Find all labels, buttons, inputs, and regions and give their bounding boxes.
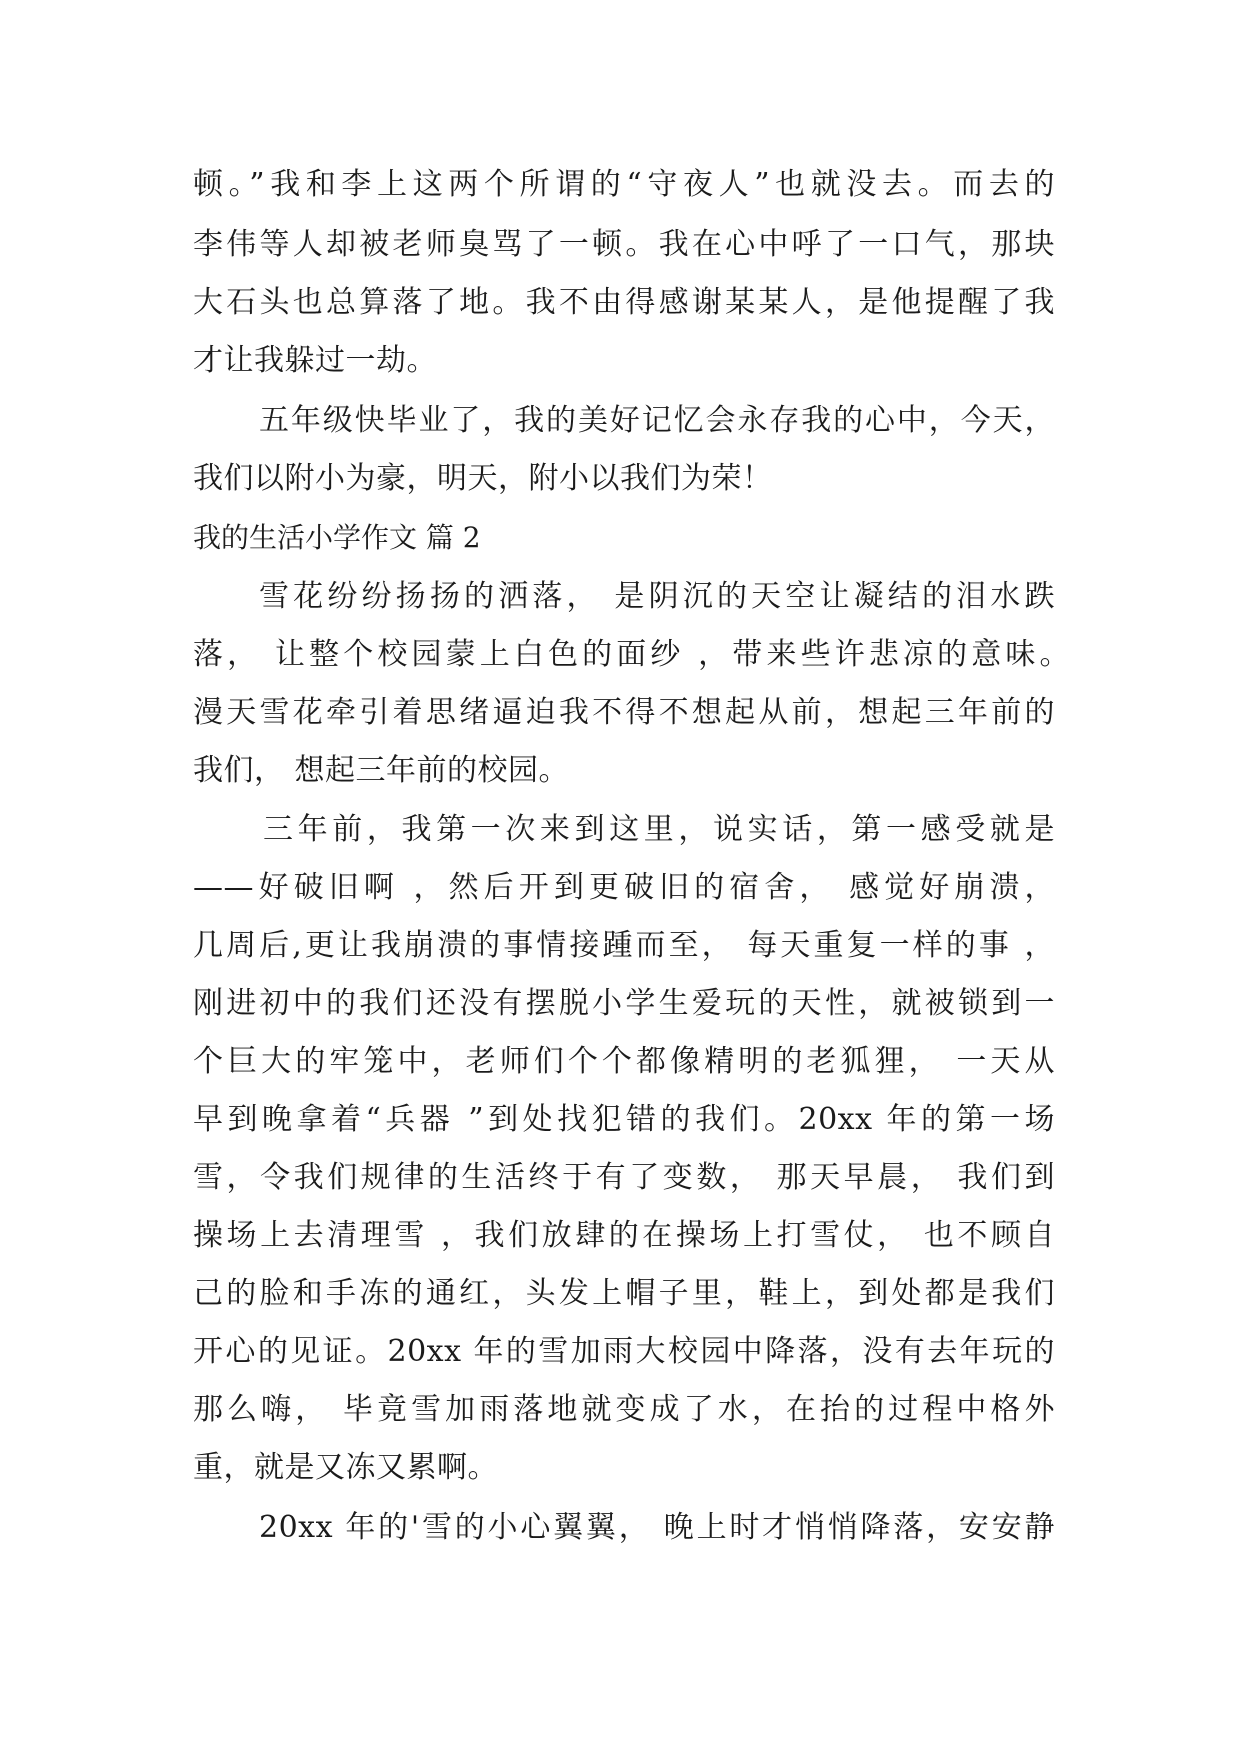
paragraph-line: 大石头也总算落了地。我不由得感谢某某人，是他提醒了我: [193, 285, 1055, 320]
paragraph-line: 那么嗨， 毕竟雪加雨落地就变成了水，在抬的过程中格外: [193, 1392, 1055, 1427]
paragraph-line: 落， 让整个校园蒙上白色的面纱 ，带来些许悲凉的意味。: [193, 637, 1070, 672]
paragraph-line: 李伟等人却被老师臭骂了一顿。我在心中呼了一口气，那块: [193, 227, 1055, 262]
section-title: 我的生活小学作文 篇 2: [193, 521, 481, 554]
paragraph-line: 雪花纷纷扬扬的洒落， 是阴沉的天空让凝结的泪水跌: [259, 579, 1055, 614]
paragraph-line: 才让我躲过一劫。: [193, 343, 437, 378]
paragraph-line: 漫天雪花牵引着思绪逼迫我不得不想起从前，想起三年前的: [193, 695, 1055, 730]
paragraph-line: ——好破旧啊 ，然后开到更破旧的宿舍， 感觉好崩溃，: [193, 870, 1055, 905]
paragraph-line: 早到晚拿着“兵器 ”到处找犯错的我们。20xx 年的第一场: [193, 1102, 1055, 1137]
paragraph-line: 几周后,更让我崩溃的事情接踵而至， 每天重复一样的事 ，: [193, 928, 1055, 963]
paragraph-line: 五年级快毕业了，我的美好记忆会永存我的心中，今天，: [259, 403, 1055, 438]
paragraph-line: 我们以附小为豪，明天，附小以我们为荣！: [193, 461, 773, 496]
paragraph-line: 己的脸和手冻的通红，头发上帽子里，鞋上，到处都是我们: [193, 1276, 1055, 1311]
paragraph-line: 个巨大的牢笼中，老师们个个都像精明的老狐狸， 一天从: [193, 1044, 1055, 1079]
paragraph-line: 顿。”我和李上这两个所谓的“守夜人”也就没去。而去的: [193, 167, 1055, 202]
paragraph-line: 开心的见证。20xx 年的雪加雨大校园中降落，没有去年玩的: [193, 1334, 1055, 1369]
paragraph-line: 操场上去清理雪 ，我们放肆的在操场上打雪仗， 也不顾自: [193, 1218, 1055, 1253]
paragraph-line: 我们， 想起三年前的校园。: [193, 753, 570, 788]
paragraph-line: 重，就是又冻又累啊。: [193, 1450, 498, 1485]
paragraph-line: 刚进初中的我们还没有摆脱小学生爱玩的天性，就被锁到一: [193, 986, 1055, 1021]
paragraph-line: 20xx 年的'雪的小心翼翼， 晚上时才悄悄降落，安安静: [259, 1510, 1055, 1545]
paragraph-line: 雪，令我们规律的生活终于有了变数， 那天早晨， 我们到: [193, 1160, 1055, 1195]
paragraph-line: 三年前，我第一次来到这里，说实话，第一感受就是: [263, 812, 1055, 847]
